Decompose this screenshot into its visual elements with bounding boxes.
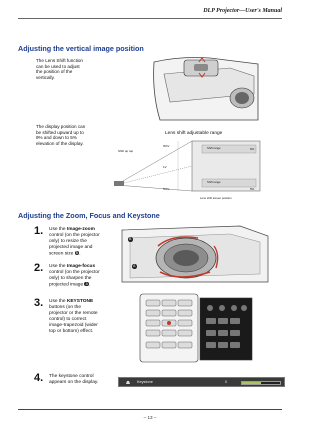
step-4-text	[49, 374, 119, 386]
pct-9-label: 9%	[250, 147, 255, 151]
section-heading-vertical: Adjusting the vertical image position	[18, 44, 144, 53]
section-heading-zoom: Adjusting the Zoom, Focus and Keystone	[18, 211, 160, 220]
text-line: the position of the	[36, 69, 73, 75]
text-line: control) to correct	[49, 316, 87, 322]
text-line: buttons (on the	[49, 304, 82, 310]
shift-range-top: Shift range	[207, 146, 221, 150]
diagram-title: Lens shift adjustable range	[165, 131, 223, 136]
header-rule	[18, 18, 282, 19]
text-line: vertically.	[36, 74, 55, 80]
label-a-icon: A	[85, 281, 88, 286]
left-label-bottom: 5%V	[163, 187, 170, 191]
pct-5-label: 5%	[250, 187, 255, 191]
keystone-osd-bar	[118, 377, 285, 387]
text-line: elevation of the display.	[36, 140, 84, 146]
text-line: be shifted upward up to	[36, 129, 84, 135]
step-3-number: 3.	[34, 297, 44, 309]
osd-label: Keystone	[137, 379, 153, 384]
text-line: The display position can	[36, 124, 86, 129]
keystone-slider-fill	[242, 382, 261, 384]
keystone-icon	[125, 380, 131, 385]
text-line: appears on the display.	[49, 379, 99, 385]
text-line: The Lens Shift function	[36, 58, 83, 63]
projector-zoom-focus-photo	[120, 224, 270, 284]
text-run: Use the	[49, 227, 67, 232]
running-header: DLP Projector—User's Manual	[203, 8, 282, 14]
step-1-text: Use the Image-zoom control (on the projector only) to resize the projected image and screen size B.	[49, 227, 129, 257]
text-line: control (on the projector	[49, 269, 100, 275]
control-name: KEYSTONE	[66, 299, 94, 304]
text-line: only) to sharpen the	[49, 275, 92, 281]
control-name: Image-focus	[66, 264, 96, 269]
control-name: Image-zoom	[66, 227, 95, 232]
projector-lens-shift-photo	[150, 54, 260, 122]
step-3-text	[49, 299, 127, 334]
text-line: can be used to adjust	[36, 63, 80, 69]
text-line: 9% and down to 5%	[36, 135, 77, 141]
step-1-number: 1.	[34, 225, 44, 237]
text-run: projected image	[49, 282, 85, 288]
lens-shift-paragraph	[36, 58, 106, 80]
text-run: Use the	[49, 299, 67, 304]
text-line: projected image and	[49, 244, 93, 250]
text-line: image-trapezoid (wider	[49, 322, 98, 328]
step-2-text: Use the Image-focus control (on the projector only) to sharpen the projected image A.	[49, 264, 129, 288]
zoom-b-marker	[128, 231, 133, 249]
label-a-icon: A	[133, 264, 136, 269]
step-4-number: 4.	[34, 372, 44, 384]
text-line: only) to resize the	[49, 238, 87, 244]
left-label-mid: 1V	[163, 165, 167, 169]
focus-a-marker	[132, 258, 137, 276]
footer-rule	[18, 409, 282, 410]
lens-shift-diagram	[112, 139, 282, 199]
keystone-slider[interactable]	[241, 381, 281, 385]
label-b-icon: B	[75, 250, 79, 255]
left-label-top: 9%V	[163, 144, 170, 148]
step-2-number: 2.	[34, 262, 44, 274]
shift-range-paragraph	[36, 124, 116, 146]
label-b-icon: B	[129, 237, 132, 242]
text-line: projector or the remote	[49, 310, 98, 316]
text-run: screen size	[49, 251, 75, 257]
osd-value: 0	[225, 379, 228, 384]
shift-up-label: Shift up top	[118, 149, 134, 153]
text-line: control (on the projector	[49, 232, 100, 238]
text-line: The keystone control	[49, 374, 94, 379]
shift-range-bottom: Shift range	[207, 180, 221, 184]
page-number: – 13 –	[143, 415, 157, 420]
diagram-note: Lens shift screen position	[200, 196, 232, 200]
keystone-buttons-illustration	[138, 292, 253, 364]
text-run: Use the	[49, 264, 67, 269]
text-line: top or bottom) effect.	[49, 328, 94, 334]
